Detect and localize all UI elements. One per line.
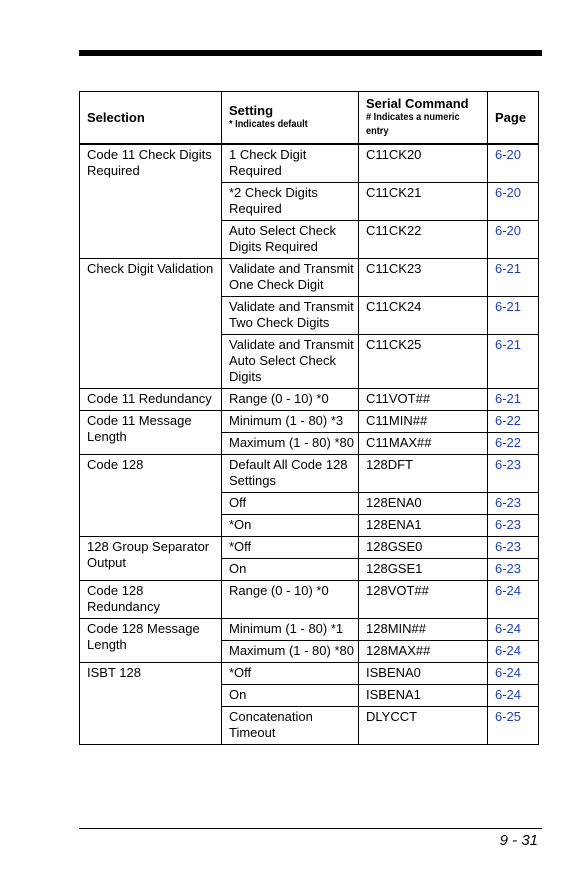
setting-cell: Concatenation Timeout (222, 707, 359, 745)
selection-cell: Code 11 Redundancy (80, 389, 222, 411)
setting-cell: 1 Check Digit Required (222, 144, 359, 183)
page-link[interactable]: 6-23 (488, 559, 539, 581)
selection-cell: Code 128 (80, 455, 222, 537)
header-selection-label: Selection (87, 110, 145, 125)
table-row (80, 455, 539, 493)
page-link[interactable]: 6-24 (488, 663, 539, 685)
setting-cell: *Off (222, 537, 359, 559)
setting-cell: Range (0 - 10) *0 (222, 389, 359, 411)
setting-cell: Minimum (1 - 80) *1 (222, 619, 359, 641)
setting-cell: *2 Check Digits Required (222, 183, 359, 221)
table-header-row (80, 92, 539, 145)
page-link[interactable]: 6-21 (488, 259, 539, 297)
footer-rule (79, 828, 542, 829)
command-cell: 128GSE0 (359, 537, 488, 559)
setting-cell: Range (0 - 10) *0 (222, 581, 359, 619)
selection-cell: Check Digit Validation (80, 259, 222, 389)
header-serial-command-label: Serial Command (366, 96, 469, 111)
command-cell: 128MIN## (359, 619, 488, 641)
command-cell: ISBENA1 (359, 685, 488, 707)
command-cell: ISBENA0 (359, 663, 488, 685)
page-link[interactable]: 6-23 (488, 515, 539, 537)
command-cell: C11CK25 (359, 335, 488, 389)
setting-cell: On (222, 559, 359, 581)
command-cell: 128VOT## (359, 581, 488, 619)
command-cell: 128ENA1 (359, 515, 488, 537)
table-row (80, 663, 539, 685)
table-row (80, 389, 539, 411)
table-row (80, 537, 539, 559)
page-link[interactable]: 6-24 (488, 619, 539, 641)
page-link[interactable]: 6-23 (488, 455, 539, 493)
header-selection (80, 92, 222, 145)
page-number: 9 - 31 (499, 832, 538, 849)
page-link[interactable]: 6-20 (488, 183, 539, 221)
page-link[interactable]: 6-25 (488, 707, 539, 745)
setting-cell: Validate and Transmit Two Check Digits (222, 297, 359, 335)
page-link[interactable]: 6-24 (488, 581, 539, 619)
selection-cell: ISBT 128 (80, 663, 222, 745)
page-link[interactable]: 6-23 (488, 493, 539, 515)
command-cell: C11CK20 (359, 144, 488, 183)
table-row (80, 411, 539, 433)
setting-cell: Default All Code 128 Settings (222, 455, 359, 493)
setting-cell: Validate and Transmit Auto Select Check Digits (222, 335, 359, 389)
table-row (80, 581, 539, 619)
selection-cell: 128 Group Separator Output (80, 537, 222, 581)
setting-cell: Validate and Transmit One Check Digit (222, 259, 359, 297)
page-link[interactable]: 6-21 (488, 335, 539, 389)
selection-cell: Code 11 Message Length (80, 411, 222, 455)
setting-cell: *Off (222, 663, 359, 685)
page-link[interactable]: 6-21 (488, 297, 539, 335)
page-link[interactable]: 6-20 (488, 144, 539, 183)
top-rule (79, 50, 542, 56)
header-serial-command-note: # Indicates a numeric entry (366, 112, 460, 137)
command-cell: C11VOT## (359, 389, 488, 411)
page-link[interactable]: 6-21 (488, 389, 539, 411)
header-serial-command (359, 92, 488, 145)
setting-cell: Auto Select Check Digits Required (222, 221, 359, 259)
command-cell: 128MAX## (359, 641, 488, 663)
selection-cell: Code 128 Redundancy (80, 581, 222, 619)
selection-cell: Code 11 Check Digits Required (80, 144, 222, 259)
table-row (80, 619, 539, 641)
header-page-label: Page (495, 110, 527, 125)
command-cell: 128ENA0 (359, 493, 488, 515)
header-setting (222, 92, 359, 145)
page-link[interactable]: 6-23 (488, 537, 539, 559)
table-row (80, 144, 539, 183)
page-link[interactable]: 6-24 (488, 641, 539, 663)
table-row (80, 259, 539, 297)
setting-cell: Maximum (1 - 80) *80 (222, 433, 359, 455)
command-cell: DLYCCT (359, 707, 488, 745)
setting-cell: Off (222, 493, 359, 515)
command-cell: C11CK21 (359, 183, 488, 221)
page-link[interactable]: 6-22 (488, 433, 539, 455)
command-cell: C11CK22 (359, 221, 488, 259)
page-link[interactable]: 6-24 (488, 685, 539, 707)
command-cell: C11CK23 (359, 259, 488, 297)
page-link[interactable]: 6-20 (488, 221, 539, 259)
setting-cell: Minimum (1 - 80) *3 (222, 411, 359, 433)
command-cell: C11CK24 (359, 297, 488, 335)
serial-command-table (79, 91, 539, 745)
command-cell: C11MAX## (359, 433, 488, 455)
selection-cell: Code 128 Message Length (80, 619, 222, 663)
command-cell: C11MIN## (359, 411, 488, 433)
page-link[interactable]: 6-22 (488, 411, 539, 433)
header-setting-note: * Indicates default (229, 119, 308, 130)
setting-cell: Maximum (1 - 80) *80 (222, 641, 359, 663)
header-setting-label: Setting (229, 103, 274, 118)
setting-cell: *On (222, 515, 359, 537)
header-page (488, 92, 539, 145)
setting-cell: On (222, 685, 359, 707)
command-cell: 128DFT (359, 455, 488, 493)
command-cell: 128GSE1 (359, 559, 488, 581)
